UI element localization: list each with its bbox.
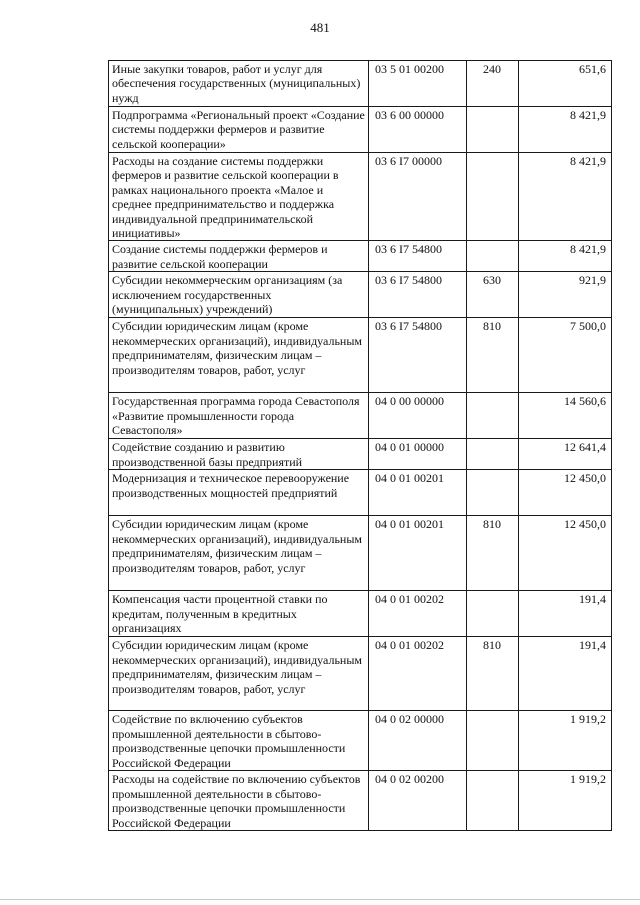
row-amount: 1 919,2 <box>519 711 612 771</box>
row-amount: 8 421,9 <box>519 241 612 272</box>
table-row <box>109 61 612 107</box>
row-amount: 651,6 <box>519 61 612 107</box>
row-name: Компенсация части процентной ставки по кредитам, полученным в кредитных организациях <box>109 591 369 637</box>
row-code: 04 0 01 00202 <box>369 637 467 711</box>
row-expense-type <box>467 771 519 831</box>
table-row <box>109 711 612 771</box>
table-row <box>109 439 612 470</box>
row-expense-type <box>467 711 519 771</box>
row-code: 04 0 01 00201 <box>369 470 467 516</box>
row-amount: 191,4 <box>519 637 612 711</box>
page-number: 481 <box>310 20 330 35</box>
row-name: Расходы на создание системы поддержки фермеров и развитие сельской кооперации в рамках национального проекта «Малое и среднее предпринимательство и поддержка индивидуальной предпринимательской инициативы» <box>109 153 369 241</box>
row-expense-type <box>467 393 519 439</box>
row-amount: 1 919,2 <box>519 771 612 831</box>
row-expense-type: 810 <box>467 318 519 393</box>
row-amount: 921,9 <box>519 272 612 318</box>
table-row <box>109 153 612 241</box>
row-name: Содействие по включению субъектов промышленной деятельности в сбытово-производственные цепочки промышленности Российской Федерации <box>109 711 369 771</box>
row-code: 03 6 I7 54800 <box>369 272 467 318</box>
row-expense-type: 240 <box>467 61 519 107</box>
row-code: 04 0 01 00201 <box>369 516 467 591</box>
table-row <box>109 470 612 516</box>
row-code: 04 0 02 00200 <box>369 771 467 831</box>
table-row <box>109 272 612 318</box>
row-amount: 7 500,0 <box>519 318 612 393</box>
row-expense-type <box>467 107 519 153</box>
row-expense-type: 810 <box>467 516 519 591</box>
budget-table <box>108 60 612 831</box>
row-name: Иные закупки товаров, работ и услуг для обеспечения государственных (муниципальных) нужд <box>109 61 369 107</box>
row-code: 03 6 00 00000 <box>369 107 467 153</box>
table-row <box>109 591 612 637</box>
row-code: 04 0 01 00000 <box>369 439 467 470</box>
row-name: Государственная программа города Севастополя «Развитие промышленности города Севастополя» <box>109 393 369 439</box>
row-expense-type <box>467 153 519 241</box>
row-code: 04 0 00 00000 <box>369 393 467 439</box>
table-row <box>109 318 612 393</box>
table-row <box>109 393 612 439</box>
row-amount: 12 450,0 <box>519 470 612 516</box>
row-name: Создание системы поддержки фермеров и развитие сельской кооперации <box>109 241 369 272</box>
row-name: Содействие созданию и развитию производственной базы предприятий <box>109 439 369 470</box>
row-code: 03 6 I7 54800 <box>369 318 467 393</box>
row-name: Субсидии юридическим лицам (кроме некоммерческих организаций), индивидуальным предпринимателям, физическим лицам – производителям товаров, работ, услуг <box>109 516 369 591</box>
row-code: 04 0 01 00202 <box>369 591 467 637</box>
row-name: Модернизация и техническое перевооружение производственных мощностей предприятий <box>109 470 369 516</box>
row-name: Расходы на содействие по включению субъектов промышленной деятельности в сбытово-производственные цепочки промышленности Российской Федерации <box>109 771 369 831</box>
row-amount: 12 450,0 <box>519 516 612 591</box>
row-expense-type <box>467 591 519 637</box>
row-expense-type <box>467 439 519 470</box>
row-amount: 12 641,4 <box>519 439 612 470</box>
row-code: 03 5 01 00200 <box>369 61 467 107</box>
row-code: 03 6 I7 00000 <box>369 153 467 241</box>
row-expense-type: 810 <box>467 637 519 711</box>
row-name: Субсидии юридическим лицам (кроме некоммерческих организаций), индивидуальным предпринимателям, физическим лицам – производителям товаров, работ, услуг <box>109 637 369 711</box>
row-amount: 8 421,9 <box>519 107 612 153</box>
row-expense-type <box>467 241 519 272</box>
table-row <box>109 241 612 272</box>
row-expense-type <box>467 470 519 516</box>
table-row <box>109 107 612 153</box>
row-amount: 191,4 <box>519 591 612 637</box>
table-row <box>109 637 612 711</box>
table-row <box>109 516 612 591</box>
row-code: 04 0 02 00000 <box>369 711 467 771</box>
row-name: Подпрограмма «Региональный проект «Создание системы поддержки фермеров и развитие сельской кооперации» <box>109 107 369 153</box>
page-bottom-edge <box>0 899 640 900</box>
row-expense-type: 630 <box>467 272 519 318</box>
row-amount: 14 560,6 <box>519 393 612 439</box>
row-code: 03 6 I7 54800 <box>369 241 467 272</box>
row-amount: 8 421,9 <box>519 153 612 241</box>
row-name: Субсидии юридическим лицам (кроме некоммерческих организаций), индивидуальным предпринимателям, физическим лицам – производителям товаров, работ, услуг <box>109 318 369 393</box>
table-row <box>109 771 612 831</box>
row-name: Субсидии некоммерческим организациям (за исключением государственных (муниципальных) учреждений) <box>109 272 369 318</box>
